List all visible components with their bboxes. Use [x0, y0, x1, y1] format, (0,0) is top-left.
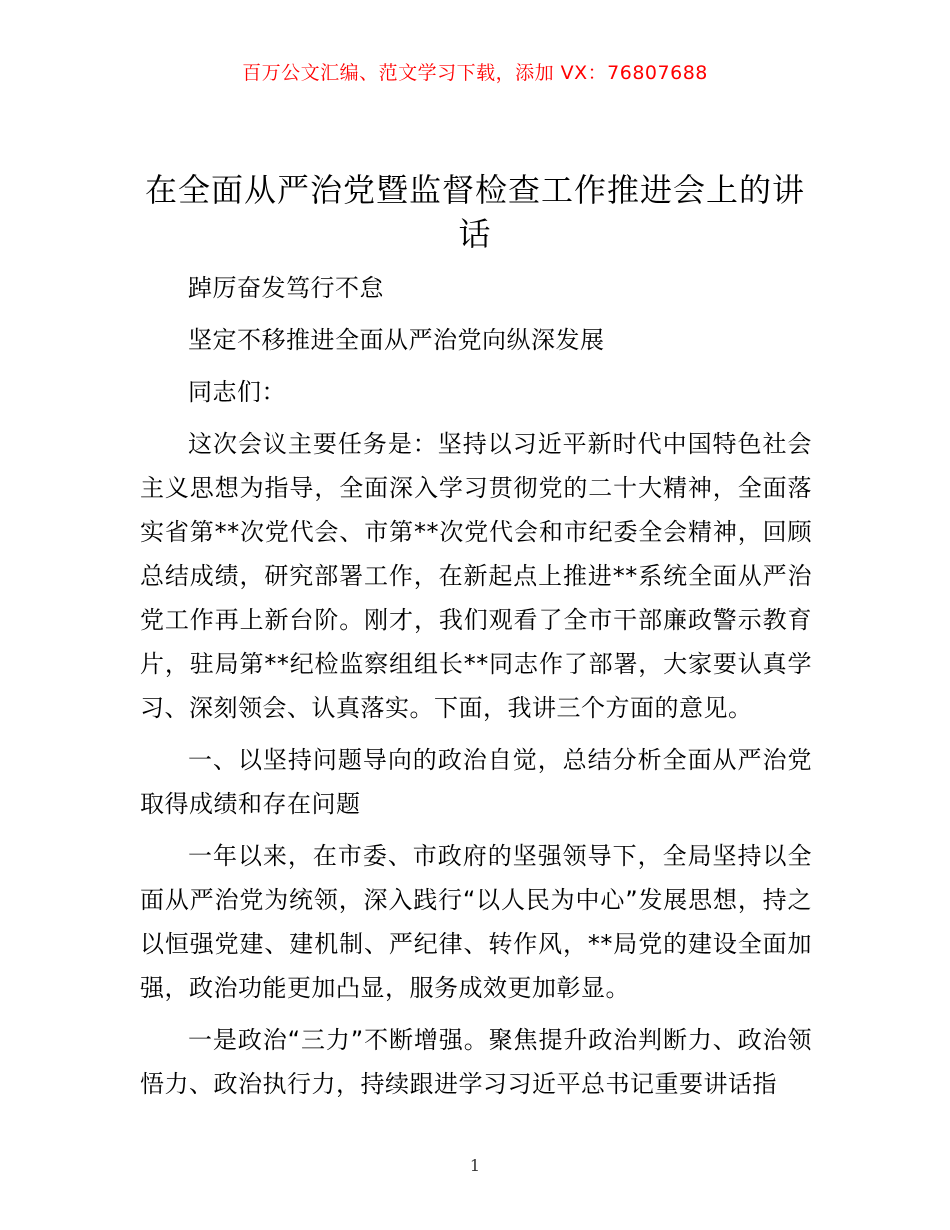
document-title: 在全面从严治党暨监督检查工作推进会上的讲话 — [144, 171, 805, 253]
paragraph-section-heading-1: 一、以坚持问题导向的政治自觉，总结分析全面从严治党取得成绩和存在问题 — [140, 746, 812, 818]
paragraph-subtitle-1: 踔厉奋发笃行不怠 — [188, 274, 384, 302]
document-body — [140, 266, 812, 1114]
paragraph-summary: 一年以来，在市委、市政府的坚强领导下，全局坚持以全面从严治党为统领，深入践行“以人民为中心”发展思想，持之以恒强党建、建机制、严纪律、转作风，**局党的建设全面加强，政治功能更加凸显，服务成效更加彰显。 — [140, 842, 812, 1002]
page-number: 1 — [469, 1156, 481, 1175]
paragraph-intro: 这次会议主要任务是：坚持以习近平新时代中国特色社会主义思想为指导，全面深入学习贯彻党的二十大精神，全面落实省第**次党代会、市第**次党代会和市纪委全会精神，回顾总结成绩，研究部署工作，在新起点上推进**系统全面从严治党工作再上新台阶。刚才，我们观看了全市干部廉政警示教育片，驻局第**纪检监察组组长**同志作了部署，大家要认真学习、深刻领会、认真落实。下面，我讲三个方面的意见。 — [140, 430, 812, 722]
header-promo-note: 百万公文汇编、范文学习下载，添加 VX：76807688 — [242, 62, 708, 84]
paragraph-point-1: 一是政治“三力”不断增强。聚焦提升政治判断力、政治领悟力、政治执行力，持续跟进学习习近平总书记重要讲话指 — [140, 1026, 812, 1098]
paragraph-salutation: 同志们： — [188, 378, 286, 406]
paragraph-subtitle-2: 坚定不移推进全面从严治党向纵深发展 — [188, 326, 605, 354]
